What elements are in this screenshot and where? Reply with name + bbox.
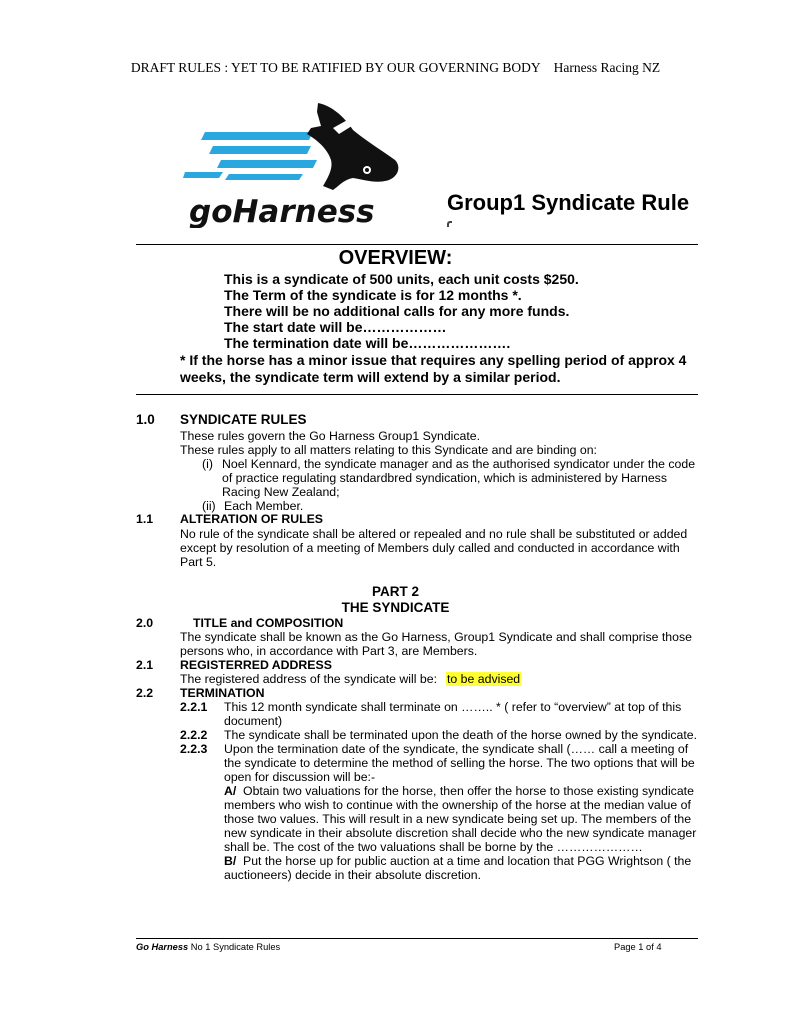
overview-note: weeks, the syndicate term will extend by a similar period. [180, 369, 561, 385]
clause-text: This 12 month syndicate shall terminate on …….. * ( refer to “overview” at top of this [224, 700, 682, 714]
divider-top [136, 244, 698, 245]
paragraph: except by resolution of a meeting of Members duly called and conducted in accordance with [180, 541, 680, 555]
clause-number: 2.2.2 [180, 728, 208, 742]
list-item: Each Member. [224, 499, 304, 513]
option-text: new syndicate in their absolute discretion shall decide who the new syndicate manager [224, 826, 697, 840]
paragraph: No rule of the syndicate shall be altered or repealed and no rule shall be substituted or added [180, 527, 688, 541]
option-label: B/ [224, 854, 237, 868]
paragraph: persons who, in accordance with Part 3, are Members. [180, 644, 478, 658]
overview-note: * If the horse has a minor issue that requires any spelling period of approx 4 [180, 352, 687, 368]
clause-text: the syndicate to determine the method of selling the horse. The two options that will be [224, 756, 695, 770]
list-label: (i) [202, 457, 213, 471]
clause-text: open for discussion will be:- [224, 770, 376, 784]
overview-line: The termination date will be…………………. [224, 335, 511, 351]
list-item: Racing New Zealand; [222, 485, 340, 499]
clause-number: 2.2.3 [180, 742, 208, 756]
horse-head-icon [183, 103, 398, 190]
overview-heading: OVERVIEW: [338, 247, 453, 269]
option-text: those two values. This will result in a new syndicate being set up. The members of the [224, 812, 692, 826]
clause-text: Upon the termination date of the syndicate, the syndicate shall (…… call a meeting of [224, 742, 689, 756]
divider-bottom [136, 394, 698, 395]
overview-line: The Term of the syndicate is for 12 months *. [224, 287, 522, 303]
option-text: shall be. The cost of the two valuations shall be borne by the ………………… [224, 840, 643, 854]
section-number: 2.0 [136, 616, 154, 630]
section-title: ALTERATION OF RULES [180, 512, 323, 526]
paragraph: The syndicate shall be known as the Go Harness, Group1 Syndicate and shall comprise those [180, 630, 692, 644]
paragraph: Part 5. [180, 555, 217, 569]
part-title: THE SYNDICATE [341, 600, 450, 615]
overview-line: This is a syndicate of 500 units, each unit costs $250. [224, 271, 579, 287]
goharness-logo [183, 98, 403, 228]
option-text: members who wish to continue with the ownership of the horse at the median value of [224, 798, 691, 812]
logo-wordmark: goHarness [189, 194, 375, 228]
section-title: SYNDICATE RULES [180, 412, 307, 427]
clause-number: 2.2.1 [180, 700, 208, 714]
paragraph: These rules apply to all matters relating to this Syndicate and are binding on: [180, 443, 597, 457]
option-text: auctioneers) decide in their absolute discretion. [224, 868, 482, 882]
overview-line: There will be no additional calls for any more funds. [224, 303, 570, 319]
paragraph: The registered address of the syndicate will be: [180, 672, 438, 686]
section-number: 2.2 [136, 686, 154, 700]
option-text: Obtain two valuations for the horse, then offer the horse to those existing syndicate [243, 784, 694, 798]
overview-line: The start date will be……………… [224, 319, 447, 335]
section-title: REGISTERRED ADDRESS [180, 658, 332, 672]
part-label: PART 2 [371, 584, 419, 599]
section-number: 1.0 [136, 412, 155, 427]
footer-divider [136, 938, 698, 939]
list-item: of practice regulating standardbred syndication, which is administered by Harness [222, 471, 667, 485]
clause-text: document) [224, 714, 283, 728]
section-number: 1.1 [136, 512, 154, 526]
section-number: 2.1 [136, 658, 154, 672]
draft-header: DRAFT RULES : YET TO BE RATIFIED BY OUR GOVERNING BODY Harness Racing NZ [130, 60, 661, 75]
section-title: TITLE and COMPOSITION [193, 616, 344, 630]
list-label: (ii) [202, 499, 216, 513]
footer-left [136, 942, 280, 952]
footer-brand: Go Harness [136, 942, 189, 952]
clause-text: The syndicate shall be terminated upon the death of the horse owned by the syndicate. [224, 728, 698, 742]
paragraph: These rules govern the Go Harness Group1 Syndicate. [180, 429, 481, 443]
document-title: Group1 Syndicate Rule [447, 190, 690, 215]
highlighted-placeholder: to be advised [447, 672, 521, 686]
footer-doc-name: No 1 Syndicate Rules [188, 942, 281, 952]
list-item: Noel Kennard, the syndicate manager and as the authorised syndicator under the code [222, 457, 696, 471]
option-label: A/ [224, 784, 237, 798]
section-title: TERMINATION [180, 686, 265, 700]
option-text: Put the horse up for public auction at a time and location that PGG Wrightson ( the [243, 854, 692, 868]
footer-page-number: Page 1 of 4 [614, 942, 662, 952]
